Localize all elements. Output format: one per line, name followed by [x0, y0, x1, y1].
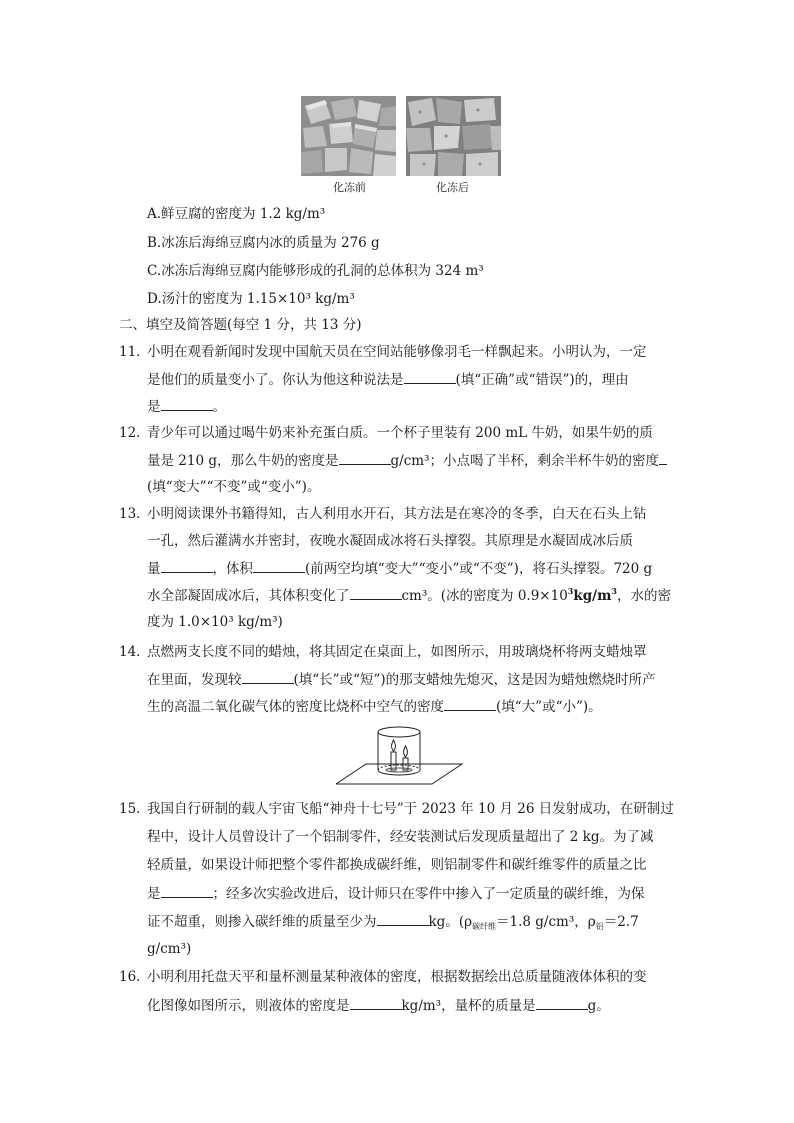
q15-line-2: 程中，设计人员曾设计了一个铝制零件，经安装测试后发现质量超出了 2 kg。为了减: [147, 829, 654, 845]
subscript: 铝: [595, 922, 604, 931]
q15-line-1: 我国自行研制的载人宇宙飞船“神舟十七号”于 2023 年 10 月 26 日发射成功，在研制过: [147, 801, 674, 817]
q12-line-3: (填“变大”“不变”或“变小”)。: [147, 479, 321, 495]
answer-blank[interactable]: [350, 996, 402, 1010]
answer-blank[interactable]: [444, 697, 496, 711]
q15-line-4: [147, 884, 645, 903]
q14-text: (填“大”或“小”)。: [496, 699, 602, 715]
answer-blank[interactable]: [161, 397, 213, 411]
q11-text: 是他们的质量变小了。你认为他这种说法是: [147, 372, 404, 388]
exponent: 3: [611, 586, 617, 596]
option-d: D.汤汁的密度为 1.15×10³ kg/m³: [147, 291, 355, 307]
q13-text: 水全部凝固成冰后，其体积变化了: [147, 588, 350, 604]
q15-text: ＝1.8 g/cm³，ρ: [496, 914, 596, 930]
q11-text: 是: [147, 399, 161, 415]
q15-line-5: [147, 912, 639, 931]
question-number-15: 15．: [119, 801, 150, 817]
question-number-11: 11．: [119, 344, 150, 360]
answer-blank[interactable]: [350, 586, 402, 600]
q13-text: cm³。(冰的密度为 0.9×10: [401, 588, 568, 604]
q14-line-2: [147, 670, 656, 689]
q13-text: ，水的密: [616, 588, 671, 604]
q13-line-2: 一孔，然后灌满水并密封，夜晚水凝固成冰将石头撑裂。其原理是水凝固成冰后质: [147, 533, 633, 549]
q15-line-3: 轻质量，如果设计师把整个零件都换成碳纤维，则铝制零件和碳纤维零件的质量之比: [147, 857, 647, 873]
q13-line-4: [147, 586, 671, 605]
q13-line-5: 度为 1.0×10³ kg/m³): [147, 614, 283, 630]
question-number-13: 13．: [119, 506, 150, 522]
q11-line-1: 小明在观看新闻时发现中国航天员在空间站能够像羽毛一样飘起来。小明认为，一定: [147, 344, 647, 360]
q15-text: ；经多次实验改进后，设计师只在零件中掺入了一定质量的碳纤维，为保: [212, 886, 645, 902]
question-number-12: 12．: [119, 425, 150, 441]
caption-after-thaw: 化冻后: [436, 181, 469, 194]
q11-line-3: [147, 397, 226, 416]
q16-text: g。: [587, 998, 610, 1014]
exponent: 3: [567, 586, 574, 596]
answer-blank[interactable]: [536, 996, 588, 1010]
answer-blank[interactable]: [377, 912, 429, 926]
q16-text: 化图像如图所示，则液体的密度是: [147, 998, 350, 1014]
q14-text: (填“长”或“短”)的那支蜡烛先熄灭，这是因为蜡烛燃烧时所产: [293, 672, 656, 688]
tofu-before-thaw-photo: [301, 96, 396, 176]
q12-text: 量是 210 g，那么牛奶的密度是: [147, 453, 339, 469]
q16-text: kg/m³，量杯的质量是: [401, 998, 536, 1014]
q11-text: 。: [212, 399, 226, 415]
q16-line-1: 小明利用托盘天平和量杯测量某种液体的密度，根据数据绘出总质量随液体体积的变: [147, 969, 647, 985]
q15-text: ＝2.7: [603, 914, 639, 930]
q13-line-3: [147, 559, 652, 578]
caption-before-thaw: 化冻前: [333, 181, 366, 194]
answer-blank[interactable]: [339, 451, 391, 465]
q12-line-2: [147, 451, 667, 470]
answer-blank[interactable]: [659, 451, 667, 465]
q13-text: (前两空均填“变大”“变小”或“不变”)，将石头撑裂。720 g: [305, 561, 653, 577]
q15-text: 是: [147, 886, 161, 902]
answer-blank[interactable]: [161, 884, 213, 898]
section-title: 二、填空及简答题(每空 1 分，共 13 分): [119, 317, 362, 333]
q14-line-1: 点燃两支长度不同的蜡烛，将其固定在桌面上，如图所示，用玻璃烧杯将两支蜡烛罩: [147, 644, 647, 660]
q14-text: 在里面，发现较: [147, 672, 242, 688]
q12-text: g/cm³；小点喝了半杯，剩余半杯牛奶的密度: [390, 453, 659, 469]
answer-blank[interactable]: [404, 370, 456, 384]
tofu-after-thaw-photo: [406, 96, 501, 176]
candles-under-beaker-figure: [336, 720, 466, 790]
option-a: A.鲜豆腐的密度为 1.2 kg/m³: [147, 206, 326, 222]
q13-text: 量: [147, 561, 161, 577]
option-b: B.冰冻后海绵豆腐内冰的质量为 276 g: [147, 235, 380, 251]
subscript: 碳纤维: [472, 922, 497, 931]
q14-text: 生的高温二氧化碳气体的密度比烧杯中空气的密度: [147, 699, 444, 715]
q14-line-3: [147, 697, 602, 716]
q12-line-1: 青少年可以通过喝牛奶来补充蛋白质。一个杯子里装有 200 mL 牛奶，如果牛奶的质: [147, 425, 653, 441]
answer-blank[interactable]: [242, 670, 294, 684]
q11-text: (填“正确”或“错误”)的，理由: [455, 372, 629, 388]
q13-text: kg/m: [573, 588, 612, 604]
q15-line-6: g/cm³): [147, 941, 192, 957]
q16-line-2: [147, 996, 610, 1015]
option-c: C.冰冻后海绵豆腐内能够形成的孔洞的总体积为 324 m³: [147, 263, 484, 279]
question-number-16: 16．: [119, 969, 150, 985]
q15-text: 证不超重，则掺入碳纤维的质量至少为: [147, 914, 377, 930]
q13-line-1: 小明阅读课外书籍得知，古人利用水开石，其方法是在寒冷的冬季，白天在石头上钻: [147, 506, 647, 522]
q13-text: ，体积: [212, 561, 253, 577]
answer-blank[interactable]: [161, 559, 213, 573]
question-number-14: 14．: [119, 644, 150, 660]
answer-blank[interactable]: [253, 559, 305, 573]
q11-line-2: [147, 370, 629, 389]
q15-text: kg。(ρ: [428, 914, 473, 930]
